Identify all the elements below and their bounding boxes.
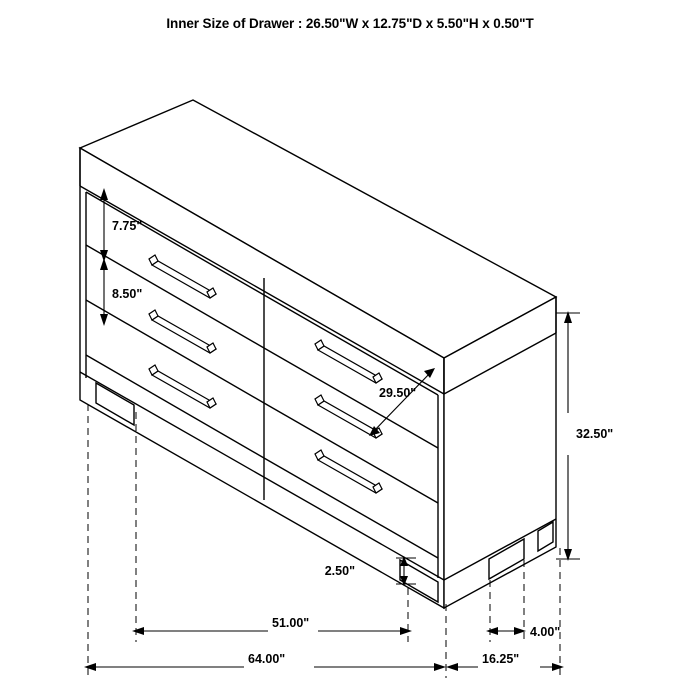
label-8-50: 8.50" <box>112 287 143 301</box>
label-16-25: 16.25" <box>482 652 520 666</box>
page-title: Inner Size of Drawer : 26.50"W x 12.75"D x 5.50"H x 0.50"T <box>166 16 534 31</box>
label-4-00: 4.00" <box>530 625 561 639</box>
label-29-50: 29.50" <box>379 386 417 400</box>
label-51-00: 51.00" <box>272 616 310 630</box>
label-7-75: 7.75" <box>112 219 143 233</box>
dim-4-00 <box>486 627 526 635</box>
label-2-50: 2.50" <box>324 564 355 578</box>
label-64-00: 64.00" <box>248 652 286 666</box>
label-32-50: 32.50" <box>576 427 614 441</box>
